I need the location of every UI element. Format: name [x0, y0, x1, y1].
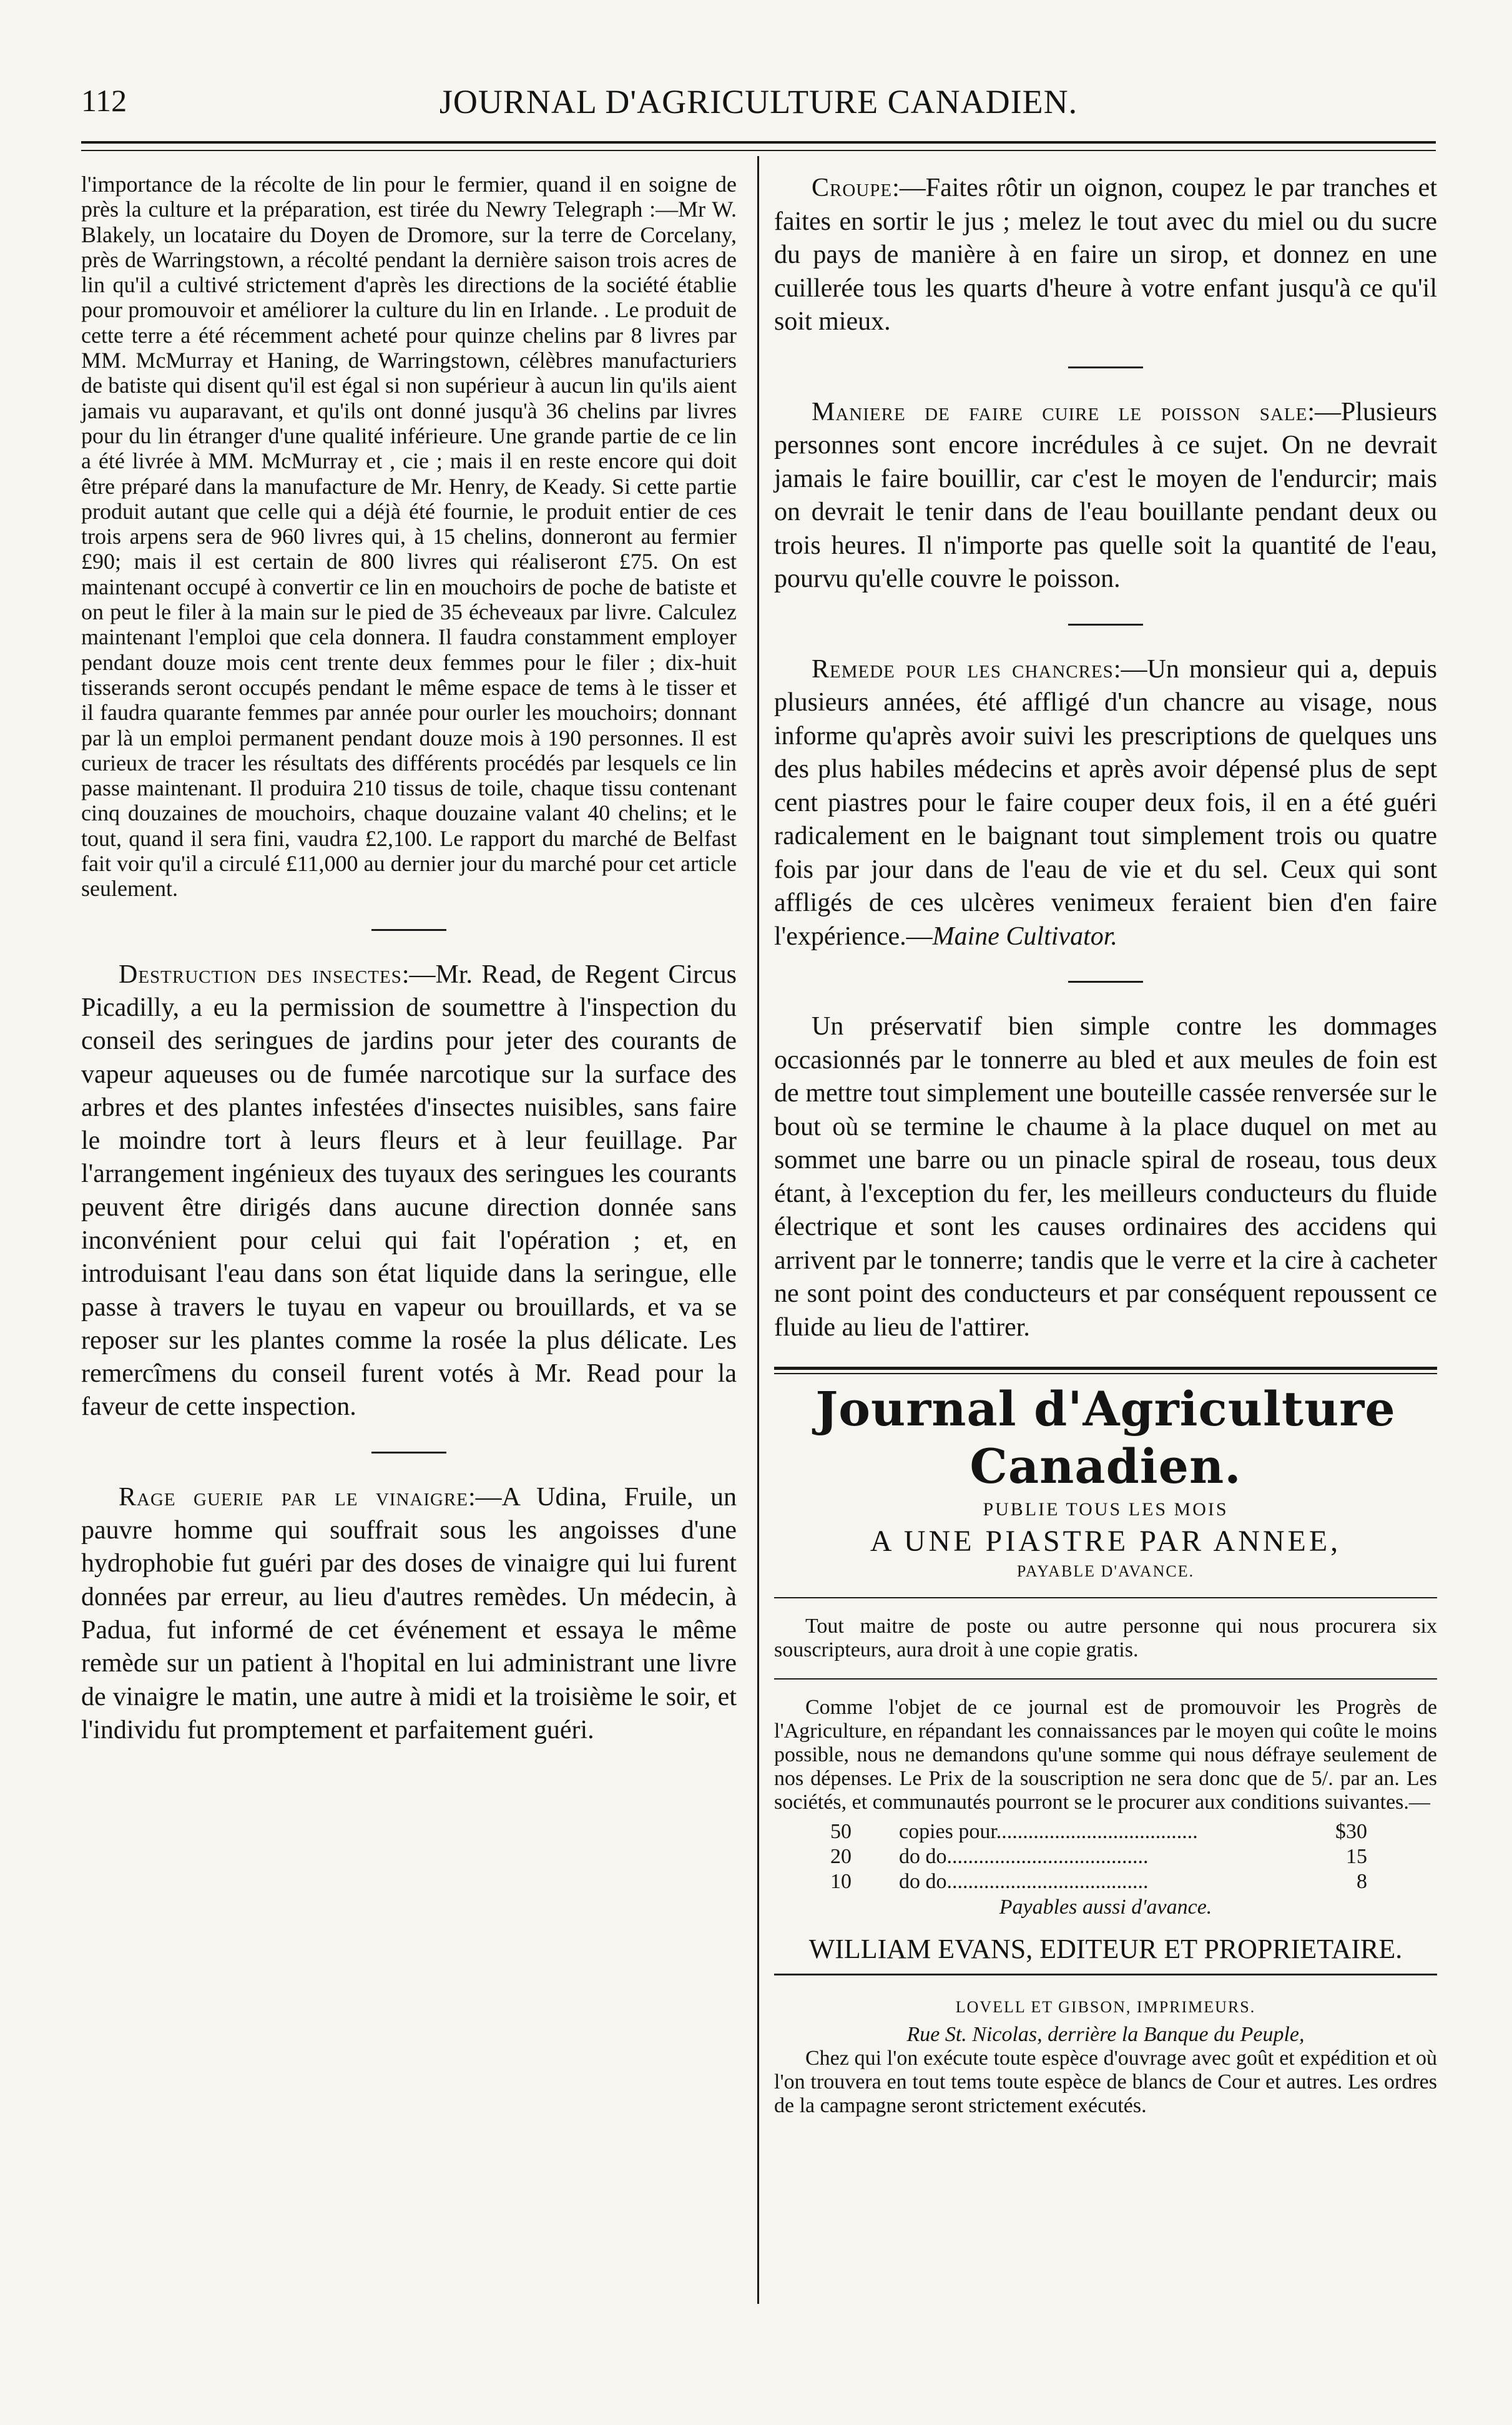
rate-row [830, 1819, 1367, 1844]
rate-label: do do...................................... [899, 1845, 1149, 1868]
rate-amount: 8 [1357, 1870, 1367, 1893]
croup-heading: Croupe [812, 174, 893, 202]
left-column [81, 172, 737, 1747]
croup-body: :—Faites rôtir un oignon, coupez le par tranches et faites en sortir le jus ; melez le tout avec du miel ou du sucre du pays de manière à en faire un sirop, et donnez en une cuillerée tous les quarts d'heure à votre enfant jusqu'à ce qu'il soit mieux. [774, 174, 1437, 336]
croup-article [774, 172, 1437, 339]
payable-note: Payables aussi d'avance. [999, 1896, 1212, 1919]
rate-label: do do...................................... [899, 1870, 1149, 1893]
column-divider [757, 156, 759, 2304]
masthead-frequency: PUBLIE TOUS LES MOIS [983, 1499, 1229, 1520]
printers-notice: Chez qui l'on exécute toute espèce d'ouvrage avec goût et expédition et où l'on trouvera en tout tems toute espèce de blancs de Cour et autres. Les ordres de la campagne seront strictement exécutés. [774, 2047, 1437, 2117]
fish-body: :—Plusieurs personnes sont encore incrédules à ce sujet. On ne devrait jamais le faire bouillir, car c'est le moyen de l'endurcir; mais on devrait le tenir dans de l'eau bouillante pendant deux ou trois heures. Il n'importe pas quelle soit la quantité de l'eau, pourvu qu'elle couvre le poisson. [774, 397, 1437, 593]
rate-copies: 50 [830, 1820, 852, 1843]
lightning-article: Un préservatif bien simple contre les dommages occasionnés par le tonnerre au bled et aux meules de foin est de mettre tout simplement une bouteille cassée renversée sur le bout où se termine le chaume à la place duquel on met au sommet une barre ou un pinacle spiral de roseau, tous deux étant, à l'exception du fer, les meilleurs conducteurs du fluide électrique et sont les causes ordinaires des accidens qui arrivent par le tonnerre; tandis que le verre et la cire à cacheter ne sont point des conducteurs et par conséquent repoussent ce fluide au lieu de l'attirer. [774, 1012, 1437, 1342]
rate-amount: $30 [1335, 1820, 1367, 1843]
postmaster-notice: Tout maitre de poste ou autre personne qui nous procurera six souscripteurs, aura droit à une copie gratis. [774, 1615, 1437, 1661]
subscription-notice: Comme l'objet de ce journal est de promouvoir les Progrès de l'Agriculture, en répandant les connaissances par le moyen qui coûte le moins possible, nous ne demandons qu'une somme qui nous défraye seulement de nos dépenses. Le Prix de la souscription ne sera donc que de 5/. par an. Les sociétés, et communautés pourront se le procurer aux conditions suivantes.— [774, 1696, 1437, 1814]
article-separator [371, 929, 446, 931]
cancer-heading: Remede pour les chancres [812, 654, 1114, 684]
cancer-article [774, 653, 1437, 954]
rate-copies: 10 [830, 1870, 852, 1893]
article-separator [1068, 366, 1143, 368]
masthead-thin-rule [774, 1678, 1437, 1680]
rate-row [830, 1844, 1367, 1869]
rate-row [830, 1869, 1367, 1894]
fish-heading: Maniere de faire cuire le poisson sale [812, 397, 1308, 426]
printers-address: Rue St. Nicolas, derrière la Banque du Peuple, [906, 2023, 1305, 2046]
rage-heading: Rage guerie par le vinaigre [119, 1482, 469, 1512]
masthead-thin-rule [774, 1597, 1437, 1598]
insects-article [81, 958, 737, 1424]
masthead-title: Journal d'Agriculture Canadien. [815, 1381, 1396, 1494]
right-column [774, 172, 1437, 2118]
running-head [81, 74, 1436, 130]
cancer-body: :—Un monsieur qui a, depuis plusieurs années, été affligé d'un chancre au visage, nous informe qu'après avoir suivi les prescriptions de quelques uns des plus habiles médecins et après avoir dépensé plus de sept cent piastres pour le faire couper deux fois, il en a été guéri radicalement en le baignant tout simplement trois ou quatre fois par jour dans de l'eau de vie et du sel. Ceux qui sont affligés de ces ulcères venimeux feraient bien d'en faire l'expérience.— [774, 654, 1437, 951]
rates-table [830, 1819, 1437, 1894]
article-separator [371, 1452, 446, 1454]
flax-article: l'importance de la récolte de lin pour le fermier, quand il en soigne de près la culture et la préparation, est tirée du Newry Telegraph :—Mr W. Blakely, un locataire du Doyen de Dromore, sur la terre de Corcelany, près de Warringstown, a récolté pendant la dernière saison trois acres de lin qu'il a cultivé strictement d'après les directions de la société établie pour promouvoir et améliorer la culture du lin en Irlande. . Le produit de cette terre a été récemment acheté pour quinze chelins par 8 livres par MM. McMurray et Haning, de Warringstown, célèbres manufacturiers de batiste qui disent qu'il est égal si non supérieur à aucun lin qu'ils aient jamais vu auparavant, et qu'ils ont donné jusqu'à 36 chelins par livres pour du lin étranger d'une qualité inférieure. Une grande partie de ce lin a été livrée à MM. McMurray et , cie ; mais il en reste encore qui doit être préparé dans la manufacture de Mr. Henry, de Keady. Si cette partie produit autant que celle qui a déjà été fournie, le produit entier de ces trois arpens sera de 960 livres qui, à 15 chelins, donneront au fermier £90; mais il est certain de 800 livres qui réaliseront £75. On est maintenant occupé à convertir ce lin en mouchoirs de poche de batiste et on peut le filer à la main sur le pied de 35 écheveaux par livre. Calculez maintenant l'emploi que cela donnera. Il faudra constamment employer pendant douze mois cent trente deux femmes pour le filer ; dix-huit tisserands seront occupés pendant le même espace de tems à le tisser et il faudra quarante femmes par année pour ourler les mouchoirs; donnant par là un emploi permanent pendant douze mois à 190 personnes. Il est curieux de tracer les résultats des différents procédés par lesquels ce lin passe maintenant. Il produira 210 tissus de toile, chaque tissu contenant cinq douzaines de mouchoirs, chaque douzaine valant 40 chelins; et le tout, quand il sera fini, vaudra £2,100. Le rapport du marché de Belfast fait voir qu'il a circulé £11,000 au dernier jour du marché pour cet article seulement. [81, 172, 737, 902]
insects-heading: Destruction des insectes [119, 960, 402, 989]
fish-article [774, 396, 1437, 596]
rate-amount: 15 [1346, 1845, 1367, 1868]
masthead-price: A UNE PIASTRE PAR ANNEE, [870, 1525, 1342, 1558]
page-number: 112 [81, 83, 127, 118]
rage-body: :—A Udina, Fruile, un pauvre homme qui souffrait sous les angoisses d'une hydrophobie fut guéri par des doses de vinaigre qui lui furent données par erreur, au lieu d'autres remèdes. Un médecin, à Padua, fut informé de cet événement et essaya le même remède sur un patient à l'hopital en lui administrant une livre de vinaigre le matin, une autre à midi et la troisième le soir, et l'individu fut promptement et parfaitement guéri. [81, 1482, 737, 1744]
editor-line: WILLIAM EVANS, EDITEUR ET PROPRIETAIRE. [774, 1933, 1437, 1975]
journal-title: JOURNAL D'AGRICULTURE CANADIEN. [439, 83, 1078, 121]
article-separator [1068, 981, 1143, 983]
article-separator [1068, 624, 1143, 626]
rate-label: copies pour...................................... [899, 1820, 1198, 1843]
cancer-source: Maine Cultivator. [932, 922, 1117, 951]
masthead-payable: PAYABLE D'AVANCE. [1016, 1562, 1195, 1580]
insects-body: :—Mr. Read, de Regent Circus Picadilly, a eu la permission de soumettre à l'inspection du conseil des seringues de jardins pour jeter des courants de vapeur aqueuses ou de fumée narcotique sur la surface des arbres et des plantes infestées d'insectes nuisibles, sans faire le moindre tort à leurs fleurs et à leur feuillage. Par l'arrangement ingénieux des tuyaux des seringues les courants peuvent être dirigés dans aucune direction donnée sans inconvénient pour celui qui fait l'opération ; et, en introduisant l'eau dans son état liquide dans la seringue, elle passe à travers le tuyau en vapeur ou brouillards, et va se reposer sur les plantes comme la rosée la plus délicate. Les remercîmens du conseil furent votés à Mr. Read pour la faveur de cette inspection. [81, 960, 737, 1422]
header-rule [81, 141, 1436, 151]
masthead-rule [774, 1367, 1437, 1374]
rate-copies: 20 [830, 1845, 852, 1868]
rage-article [81, 1481, 737, 1747]
printers-line: LOVELL ET GIBSON, IMPRIMEURS. [955, 1998, 1256, 2016]
